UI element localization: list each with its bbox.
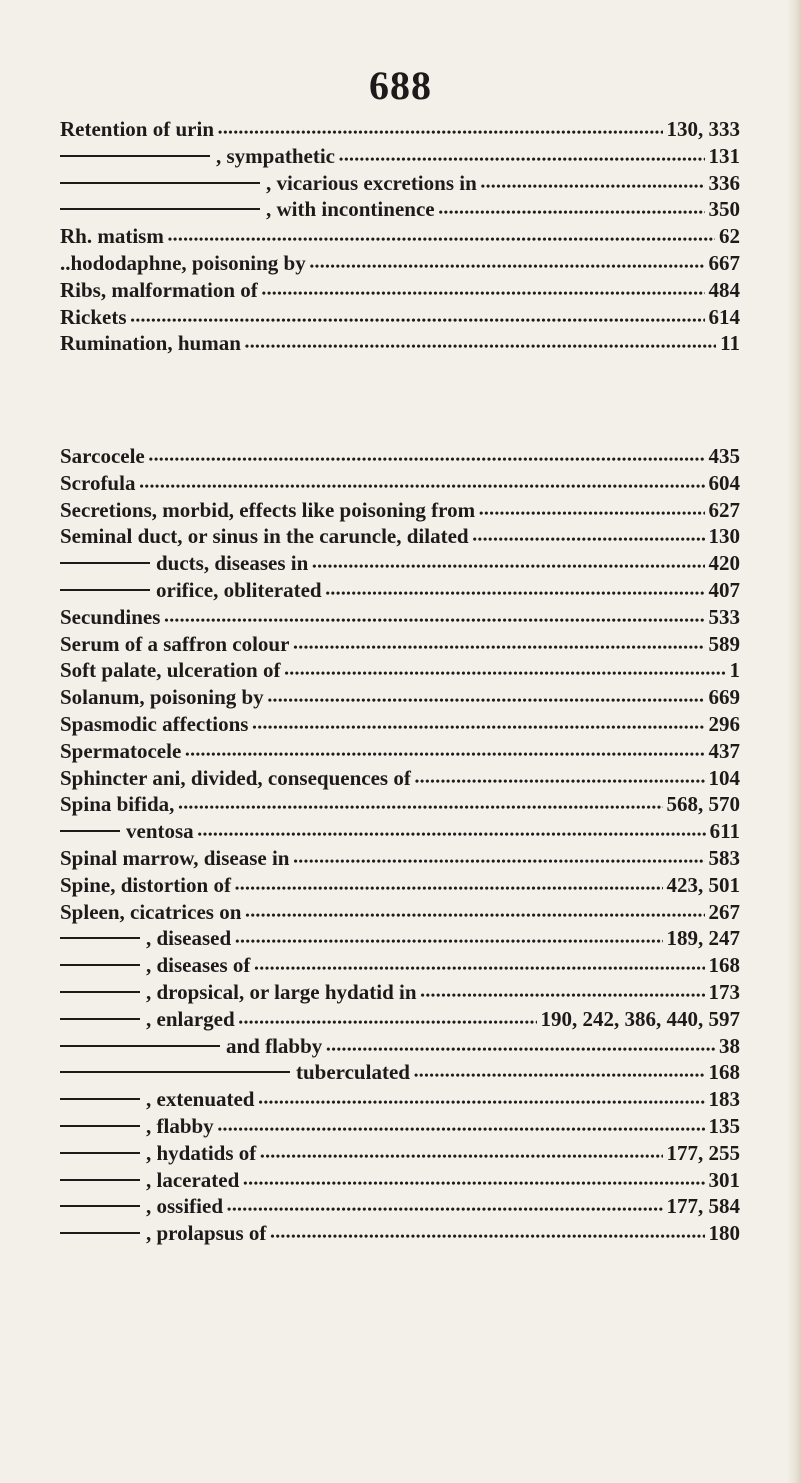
entry-pages: 669	[708, 685, 740, 710]
leader-dots	[139, 471, 704, 496]
index-entry	[60, 551, 740, 578]
entry-pages: 614	[708, 304, 740, 329]
index-entry	[60, 1168, 740, 1195]
leader-dots	[252, 712, 704, 737]
ditto-dash	[60, 589, 150, 591]
entry-pages: 407	[708, 577, 740, 602]
ditto-dash	[60, 991, 140, 993]
leader-dots	[168, 224, 715, 249]
index-entry	[60, 498, 740, 525]
ditto-dash	[60, 562, 150, 564]
entry-pages: 667	[708, 250, 740, 275]
index-entry	[60, 980, 740, 1007]
leader-dots	[270, 1221, 704, 1246]
index-entry	[60, 900, 740, 927]
leader-dots	[268, 685, 705, 710]
index-entry	[60, 658, 740, 685]
leader-dots	[260, 1141, 662, 1166]
entry-label: Sphincter ani, divided, consequences of	[60, 765, 411, 790]
entry-label: Secretions, morbid, effects like poisoning from	[60, 497, 476, 522]
entry-pages: 435	[708, 444, 740, 468]
entry-label: ..hododaphne, poisoning by	[60, 250, 306, 275]
leader-dots	[310, 251, 705, 276]
entry-pages: 168	[708, 1060, 740, 1085]
leader-dots	[293, 632, 704, 657]
entry-pages: 11	[720, 331, 740, 356]
index-entry	[60, 117, 740, 144]
entry-label: , lacerated	[146, 1167, 240, 1192]
entry-label: Soft palate, ulceration of	[60, 658, 281, 683]
index-entry	[60, 819, 740, 846]
entry-label: ventosa	[126, 819, 194, 844]
entry-pages: 267	[708, 899, 740, 924]
leader-dots	[131, 305, 705, 330]
entry-pages: 583	[708, 845, 740, 870]
entry-pages: 177, 255	[666, 1140, 740, 1165]
entry-label: Spasmodic affections	[60, 711, 249, 736]
entry-pages: 301	[708, 1167, 740, 1192]
leader-dots	[227, 1194, 662, 1219]
entry-pages: 611	[709, 819, 740, 844]
index-entry	[60, 712, 740, 739]
entry-pages: 589	[708, 631, 740, 656]
ditto-dash	[60, 1071, 290, 1073]
entry-pages: 62	[719, 224, 740, 249]
index-entry	[60, 144, 740, 171]
index-entry	[60, 873, 740, 900]
entry-label: and flabby	[226, 1033, 323, 1058]
index-entry	[60, 444, 740, 471]
index-entry	[60, 632, 740, 659]
entry-pages: 604	[708, 470, 740, 495]
index-entry	[60, 1007, 740, 1034]
leader-dots	[218, 1114, 705, 1139]
entry-label: Scrofula	[60, 470, 136, 495]
leader-dots	[293, 846, 704, 871]
index-entry	[60, 792, 740, 819]
leader-dots	[245, 900, 704, 925]
leader-dots	[254, 953, 704, 978]
entry-label: , sympathetic	[216, 143, 335, 168]
entry-pages: 177, 584	[666, 1194, 740, 1219]
entry-label: , with incontinence	[266, 197, 435, 222]
leader-dots	[326, 578, 705, 603]
entry-pages: 437	[708, 738, 740, 763]
ditto-dash	[60, 1045, 220, 1047]
entry-label: , diseased	[146, 926, 232, 951]
entry-label: Retention of urin	[60, 117, 214, 141]
entry-label: Spina bifida,	[60, 792, 175, 817]
index-entry	[60, 766, 740, 793]
index-entry	[60, 1141, 740, 1168]
index-entry	[60, 197, 740, 224]
entry-label: , ossified	[146, 1194, 224, 1219]
index-entry	[60, 953, 740, 980]
entry-pages: 423, 501	[666, 872, 740, 897]
entry-pages: 130	[708, 524, 740, 549]
entry-pages: 296	[708, 711, 740, 736]
entry-pages: 350	[708, 197, 740, 222]
entry-label: Sarcocele	[60, 444, 145, 468]
entry-pages: 336	[708, 170, 740, 195]
leader-dots	[339, 144, 705, 169]
leader-dots	[198, 819, 706, 844]
entry-label: , enlarged	[146, 1006, 235, 1031]
leader-dots	[473, 524, 705, 549]
leader-dots	[415, 766, 705, 791]
index-entry	[60, 578, 740, 605]
entry-pages: 183	[708, 1087, 740, 1112]
index-entry	[60, 1221, 740, 1248]
entry-pages: 38	[719, 1033, 740, 1058]
index-entry	[60, 224, 740, 251]
leader-dots	[414, 1060, 705, 1085]
entry-label: Ribs, malformation of	[60, 277, 258, 302]
entry-label: Rumination, human	[60, 331, 241, 356]
leader-dots	[481, 171, 705, 196]
entry-label: Rickets	[60, 304, 127, 329]
index-entry	[60, 524, 740, 551]
page-edge	[787, 0, 801, 1483]
index-entry	[60, 171, 740, 198]
ditto-dash	[60, 1152, 140, 1154]
entry-label: Serum of a saffron colour	[60, 631, 290, 656]
entry-pages: 568, 570	[666, 792, 740, 817]
entry-label: , dropsical, or large hydatid in	[146, 979, 417, 1004]
leader-dots	[149, 444, 705, 469]
entry-label: Seminal duct, or sinus in the caruncle, dilated	[60, 524, 469, 549]
entry-label: , vicarious excretions in	[266, 170, 477, 195]
leader-dots	[262, 278, 705, 303]
entry-label: Rh. matism	[60, 224, 164, 249]
entry-pages: 104	[708, 765, 740, 790]
entry-pages: 130, 333	[666, 117, 740, 141]
index-entry	[60, 846, 740, 873]
entry-label: Solanum, poisoning by	[60, 685, 264, 710]
index-block-s	[60, 444, 740, 1248]
ditto-dash	[60, 1232, 140, 1234]
entry-pages: 180	[708, 1221, 740, 1246]
ditto-dash	[60, 208, 260, 210]
index-entry	[60, 278, 740, 305]
leader-dots	[439, 197, 705, 222]
leader-dots	[326, 1034, 715, 1059]
index-entry	[60, 1060, 740, 1087]
entry-label: ducts, diseases in	[156, 551, 309, 576]
entry-label: Spinal marrow, disease in	[60, 845, 290, 870]
entry-pages: 173	[708, 979, 740, 1004]
entry-label: Spermatocele	[60, 738, 182, 763]
entry-pages: 627	[708, 497, 740, 522]
entry-label: , prolapsus of	[146, 1221, 267, 1246]
page-number: 688	[369, 63, 432, 108]
entry-pages: 484	[708, 277, 740, 302]
index-entry	[60, 251, 740, 278]
ditto-dash	[60, 1098, 140, 1100]
index-entry	[60, 305, 740, 332]
leader-dots	[239, 1007, 537, 1032]
index-entry	[60, 1087, 740, 1114]
ditto-dash	[60, 182, 260, 184]
entry-pages: 533	[708, 604, 740, 629]
leader-dots	[312, 551, 704, 576]
leader-dots	[421, 980, 705, 1005]
entry-label: , extenuated	[146, 1087, 255, 1112]
entry-pages: 420	[708, 551, 740, 576]
entry-pages: 131	[708, 143, 740, 168]
leader-dots	[164, 605, 704, 630]
ditto-dash	[60, 1179, 140, 1181]
index-entry	[60, 471, 740, 498]
entry-pages: 190, 242, 386, 440, 597	[540, 1006, 740, 1031]
index-entry	[60, 605, 740, 632]
entry-label: orifice, obliterated	[156, 577, 322, 602]
ditto-dash	[60, 1125, 140, 1127]
entry-label: , hydatids of	[146, 1140, 257, 1165]
index-entry	[60, 1194, 740, 1221]
index-entry	[60, 1114, 740, 1141]
entry-label: tuberculated	[296, 1060, 410, 1085]
ditto-dash	[60, 1018, 140, 1020]
index-block-r	[60, 117, 740, 358]
leader-dots	[178, 792, 662, 817]
leader-dots	[479, 498, 704, 523]
leader-dots	[243, 1168, 704, 1193]
leader-dots	[235, 873, 663, 898]
ditto-dash	[60, 964, 140, 966]
entry-label: Secundines	[60, 604, 161, 629]
index-entry	[60, 685, 740, 712]
ditto-dash	[60, 937, 140, 939]
ditto-dash	[60, 1205, 140, 1207]
index-entry	[60, 926, 740, 953]
entry-pages: 168	[708, 953, 740, 978]
entry-pages: 189, 247	[666, 926, 740, 951]
entry-label: , diseases of	[146, 953, 251, 978]
index-entry	[60, 1034, 740, 1061]
entry-label: Spine, distortion of	[60, 872, 231, 897]
ditto-dash	[60, 155, 210, 157]
leader-dots	[235, 926, 662, 951]
entry-label: Spleen, cicatrices on	[60, 899, 242, 924]
index-entry	[60, 331, 740, 358]
leader-dots	[245, 331, 716, 356]
entry-label: , flabby	[146, 1113, 214, 1138]
leader-dots	[218, 117, 663, 142]
leader-dots	[259, 1087, 705, 1112]
entry-pages: 1	[729, 658, 740, 683]
index-entry	[60, 739, 740, 766]
leader-dots	[284, 658, 725, 683]
leader-dots	[185, 739, 704, 764]
ditto-dash	[60, 830, 120, 832]
entry-pages: 135	[708, 1113, 740, 1138]
